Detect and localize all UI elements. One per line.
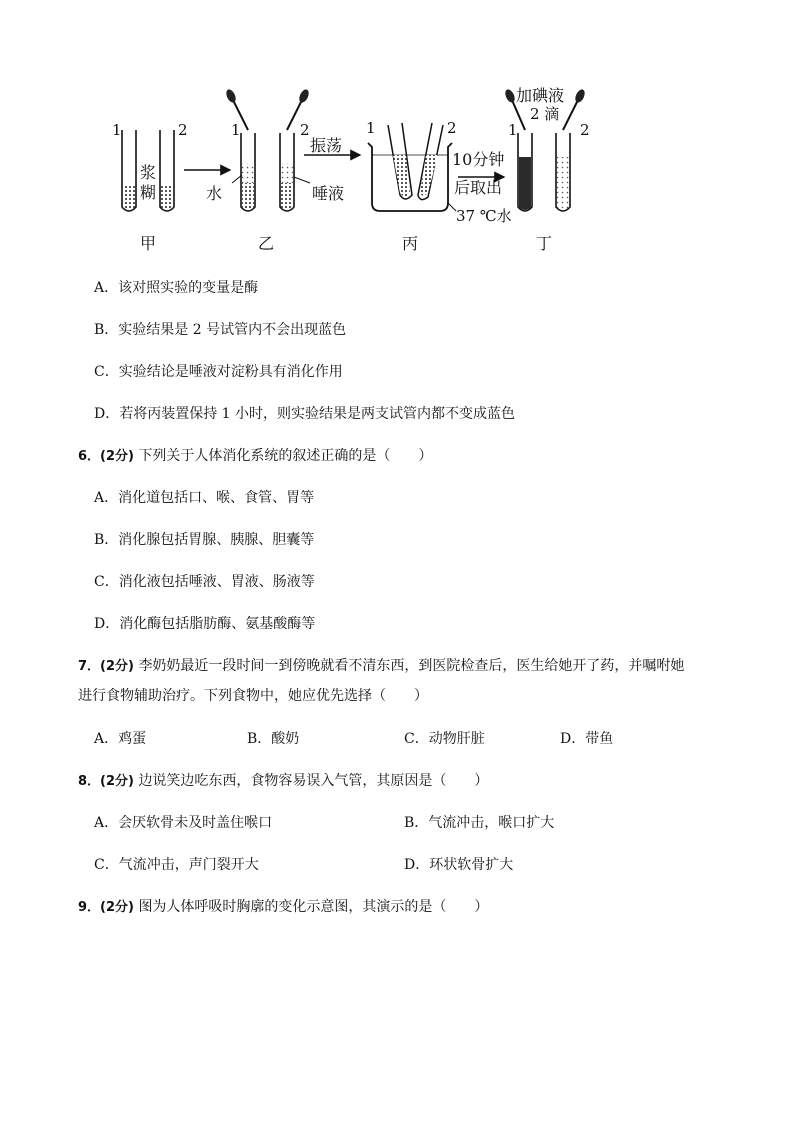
q7-option-c: C．动物肝脏 — [404, 731, 485, 747]
q7-option-d: D．带鱼 — [560, 731, 614, 747]
saliva-label: 唾液 — [312, 184, 345, 203]
q7-stem-1: 李奶奶最近一段时间一到傍晚就看不清东西，到医院检查后，医生给她开了药，并嘱咐她 — [138, 658, 685, 674]
panel-bing-beaker — [368, 123, 456, 211]
q8-option-c: C．气流冲击，声门裂开大 — [94, 857, 259, 873]
panel-label-jia: 甲 — [140, 234, 157, 253]
q6-number: 6．(2分) — [78, 449, 134, 464]
tube-number: 1 — [366, 119, 376, 137]
q7-option-a: A．鸡蛋 — [94, 731, 147, 747]
q6-option-d: D．消化酶包括脂肪酶、氨基酸酶等 — [94, 616, 316, 632]
shake-label: 振荡 — [310, 136, 343, 155]
panel-yi-tubes — [224, 88, 310, 211]
panel-label-bing: 丙 — [402, 234, 419, 253]
q6-stem: 下列关于人体消化系统的叙述正确的是（ ） — [138, 448, 433, 464]
tube-number: 2 — [447, 119, 457, 137]
q7-stem-line-2: 进行食物辅助治疗。下列食物中，她应优先选择（ ） — [78, 688, 428, 704]
q5-option-d: D．若将丙装置保持 1 小时，则实验结果是两支试管内都不变成蓝色 — [94, 406, 516, 422]
tube-number: 1 — [231, 121, 241, 139]
q5-option-c: C．实验结论是唾液对淀粉具有消化作用 — [94, 364, 343, 380]
q5-option-a: A．该对照实验的变量是酶 — [94, 280, 259, 296]
two-drops-label: 2 滴 — [530, 105, 560, 123]
panel-label-ding: 丁 — [536, 234, 553, 253]
tube-number: 2 — [178, 121, 188, 139]
take-out-label: 后取出 — [454, 178, 503, 197]
panel-label-yi: 乙 — [258, 234, 275, 253]
water-label: 水 — [206, 184, 223, 203]
q9-stem-line — [78, 897, 488, 918]
q7-option-b: B．酸奶 — [247, 731, 300, 747]
q8-number: 8．(2分) — [78, 774, 134, 789]
tube-number: 1 — [508, 121, 518, 139]
q7-stem-line-1 — [78, 656, 684, 677]
q6-option-b: B．消化腺包括胃腺、胰腺、胆囊等 — [94, 532, 315, 548]
iodine-label: 加碘液 — [516, 86, 565, 105]
q6-option-c: C．消化液包括唾液、胃液、肠液等 — [94, 574, 315, 590]
tube-number: 1 — [112, 121, 122, 139]
ten-minutes-label: 10分钟 — [452, 150, 505, 169]
q8-option-a: A．会厌软骨未及时盖住喉口 — [94, 815, 273, 831]
q8-option-d: D．环状软骨扩大 — [404, 857, 514, 873]
water-37-label: 37 ℃水 — [456, 207, 512, 225]
q6-option-a: A．消化道包括口、喉、食管、胃等 — [94, 490, 315, 506]
q6-stem-line — [78, 446, 432, 467]
tube-number: 2 — [300, 121, 310, 139]
q8-option-b: B．气流冲击，喉口扩大 — [404, 815, 555, 831]
q9-number: 9．(2分) — [78, 900, 134, 915]
tube-number: 2 — [580, 121, 590, 139]
q8-stem-line — [78, 771, 488, 792]
q7-number: 7．(2分) — [78, 659, 134, 674]
experiment-figure — [100, 85, 620, 255]
q8-stem: 边说笑边吃东西，食物容易误入气管，其原因是（ ） — [138, 773, 489, 789]
q5-option-b: B．实验结果是 2 号试管内不会出现蓝色 — [94, 322, 347, 338]
q9-stem: 图为人体呼吸时胸廓的变化示意图，其演示的是（ ） — [138, 899, 489, 915]
starch-label: 浆 糊 — [140, 163, 157, 202]
